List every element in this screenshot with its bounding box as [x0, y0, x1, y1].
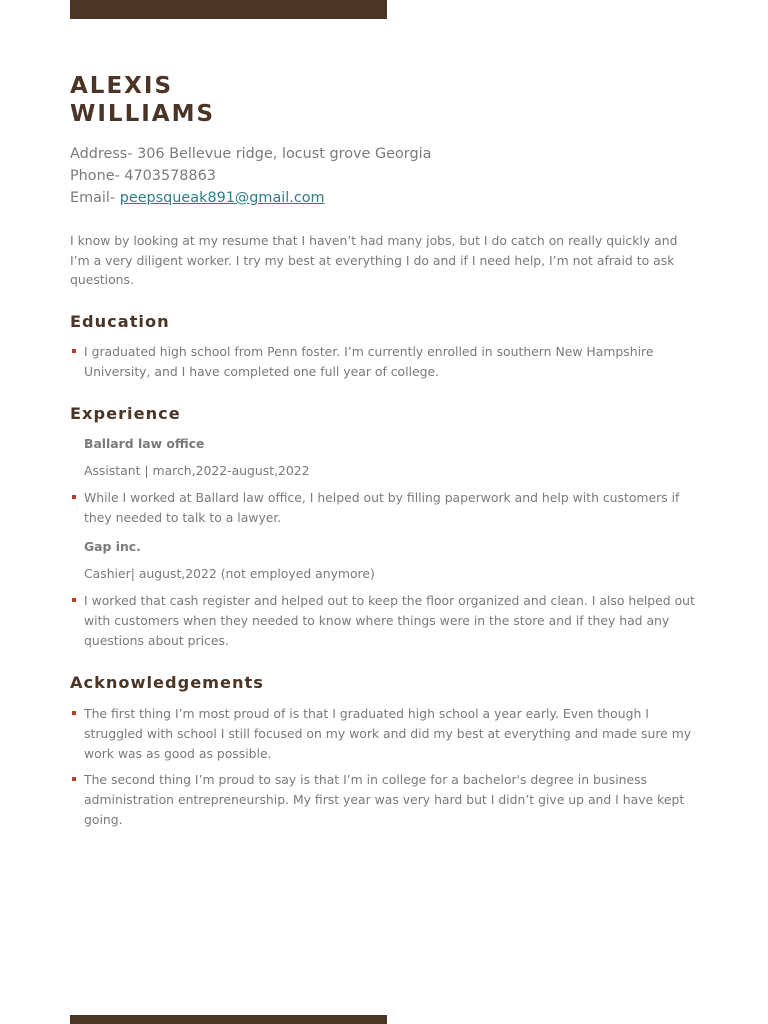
job-bullets [70, 488, 696, 528]
applicant-name [70, 72, 696, 128]
job-bullet: While I worked at Ballard law office, I helped out by filling paperwork and help with customers if they needed to talk to a lawyer. [70, 488, 696, 528]
email-line [70, 187, 696, 209]
first-name: ALEXIS [70, 73, 174, 99]
last-name: WILLIAMS [70, 101, 216, 127]
top-decorative-bar [70, 0, 387, 19]
job-company: Gap inc. [84, 538, 141, 554]
acknowledgements-heading: Acknowledgements [70, 672, 264, 692]
education-list [70, 342, 696, 382]
email-link[interactable]: peepsqueak891@gmail.com [119, 190, 325, 206]
resume-content [70, 72, 696, 830]
summary-paragraph: I know by looking at my resume that I haven’t had many jobs, but I do catch on really quickly and I’m a very diligent worker. I try my best at everything I do and if I need help, I’m not afraid to ask questions. [70, 233, 678, 287]
job-company: Ballard law office [84, 435, 205, 451]
acknowledgements-list [70, 704, 696, 830]
job-role: Assistant | march,2022-august,2022 [84, 462, 310, 478]
job-role: Cashier| august,2022 (not employed anymore) [84, 565, 375, 581]
bottom-decorative-bar [70, 1015, 387, 1024]
email-label: Email- [70, 190, 120, 206]
job-bullets [70, 591, 696, 651]
job-bullet: I worked that cash register and helped out to keep the floor organized and clean. I also helped out with customers when they needed to know where things were in the store and if they had any questions about prices. [70, 591, 696, 651]
experience-heading: Experience [70, 403, 181, 423]
education-item: I graduated high school from Penn foster. I’m currently enrolled in southern New Hampshire University, and I have completed one full year of college. [70, 342, 696, 382]
acknowledgement-item: The first thing I’m most proud of is that I graduated high school a year early. Even though I struggled with school I still focused on my work and did my best at everything and made sure my work was as good as possible. [70, 704, 696, 764]
acknowledgement-item: The second thing I’m proud to say is that I’m in college for a bachelor's degree in business administration entrepreneurship. My first year was very hard but I didn’t give up and I have kept going. [70, 770, 696, 830]
contact-info [70, 143, 696, 209]
phone-line: Phone- 4703578863 [70, 168, 216, 184]
address-line: Address- 306 Bellevue ridge, locust grove Georgia [70, 146, 432, 162]
education-heading: Education [70, 311, 170, 331]
